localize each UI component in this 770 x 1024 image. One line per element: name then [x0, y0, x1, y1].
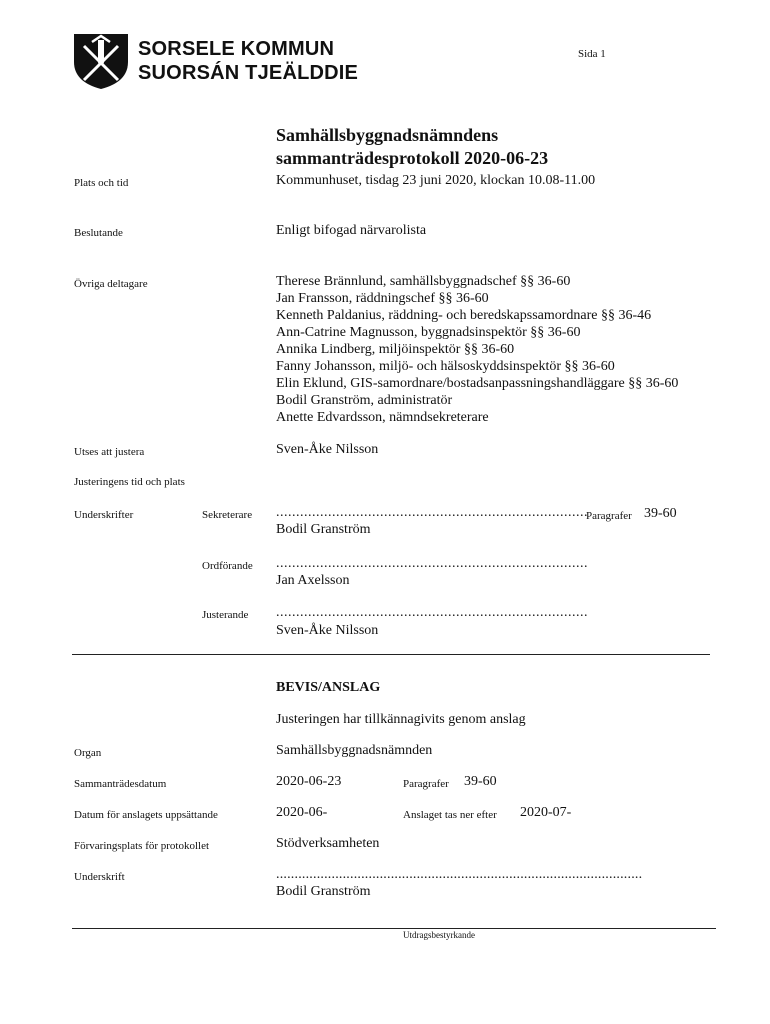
place-time-value: Kommunhuset, tisdag 23 juni 2020, klockan 10.08-11.00 — [276, 173, 596, 188]
meeting-date-value: 2020-06-23 — [276, 774, 342, 789]
document-title-line-2: sammanträdesprotokoll 2020-06-23 — [276, 148, 549, 168]
notice-signature-label: Underskrift — [74, 871, 125, 883]
participant-item: Ann-Catrine Magnusson, byggnadsinspektör §§ 36-60 — [276, 325, 581, 340]
adjuster-name: Sven-Åke Nilsson — [276, 623, 379, 638]
adjuster-label: Utses att justera — [74, 446, 145, 458]
footer-text: Utdragsbestyrkande — [403, 930, 475, 940]
notice-signature-line: ................................................................................................... — [276, 867, 643, 882]
page-number: Sida 1 — [578, 48, 606, 60]
participant-item: Anette Edvardsson, nämndsekreterare — [276, 410, 489, 425]
posted-date-label: Datum för anslagets uppsättande — [74, 809, 218, 821]
participant-item: Bodil Granström, administratör — [276, 393, 453, 408]
participant-item: Therese Brännlund, samhällsbyggnadschef §§ 36-60 — [276, 274, 571, 289]
participant-item: Kenneth Paldanius, räddning- och beredskapssamordnare §§ 36-46 — [276, 308, 652, 323]
storage-label: Förvaringsplats för protokollet — [74, 840, 210, 852]
secretary-signature-line: .............................................................................. — [276, 505, 588, 520]
notice-heading: BEVIS/ANSLAG — [276, 680, 381, 695]
notice-paragraphs-label: Paragrafer — [403, 778, 449, 790]
participant-item: Jan Fransson, räddningschef §§ 36-60 — [276, 291, 489, 306]
notice-signature-name: Bodil Granström — [276, 884, 371, 899]
storage-value: Stödverksamheten — [276, 836, 380, 851]
participant-item: Annika Lindberg, miljöinspektör §§ 36-60 — [276, 342, 515, 357]
secretary-name: Bodil Granström — [276, 522, 371, 537]
other-participants-list — [276, 273, 678, 426]
municipality-logo — [72, 32, 130, 90]
paragraphs-label: Paragrafer — [586, 510, 632, 522]
place-time-label: Plats och tid — [74, 177, 129, 189]
logo-line-1: SORSELE KOMMUN — [138, 38, 335, 60]
coat-of-arms-icon — [72, 32, 130, 90]
adjuster-value: Sven-Åke Nilsson — [276, 442, 379, 457]
notice-intro: Justeringen har tillkännagivits genom anslag — [276, 712, 526, 727]
paragraphs-value: 39-60 — [644, 506, 677, 521]
chair-role: Ordförande — [202, 560, 253, 572]
removed-value: 2020-07- — [520, 805, 572, 820]
chair-name: Jan Axelsson — [276, 573, 350, 588]
other-participants-label: Övriga deltagare — [74, 278, 148, 290]
removed-label: Anslaget tas ner efter — [403, 809, 497, 821]
adjuster-role: Justerande — [202, 609, 249, 621]
notice-paragraphs-value: 39-60 — [464, 774, 497, 789]
footer-divider — [72, 928, 716, 929]
organ-label: Organ — [74, 747, 102, 759]
organ-value: Samhällsbyggnadsnämnden — [276, 743, 433, 758]
participant-item: Elin Eklund, GIS-samordnare/bostadsanpassningshandläggare §§ 36-60 — [276, 376, 679, 391]
meeting-date-label: Sammanträdesdatum — [74, 778, 167, 790]
logo-line-2: SUORSÁN TJEÄLDDIE — [138, 62, 359, 84]
deciding-label: Beslutande — [74, 227, 123, 239]
document-title-line-1: Samhällsbyggnadsnämndens — [276, 125, 499, 145]
participant-item: Fanny Johansson, miljö- och hälsoskyddsinspektör §§ 36-60 — [276, 359, 615, 374]
chair-signature-line: .............................................................................. — [276, 556, 588, 571]
deciding-value: Enligt bifogad närvarolista — [276, 223, 427, 238]
section-divider — [72, 654, 710, 655]
secretary-role: Sekreterare — [202, 509, 253, 521]
signatures-label: Underskrifter — [74, 509, 134, 521]
adjuster-signature-line: .............................................................................. — [276, 605, 588, 620]
posted-date-value: 2020-06- — [276, 805, 328, 820]
adjust-time-label: Justeringens tid och plats — [74, 476, 185, 488]
